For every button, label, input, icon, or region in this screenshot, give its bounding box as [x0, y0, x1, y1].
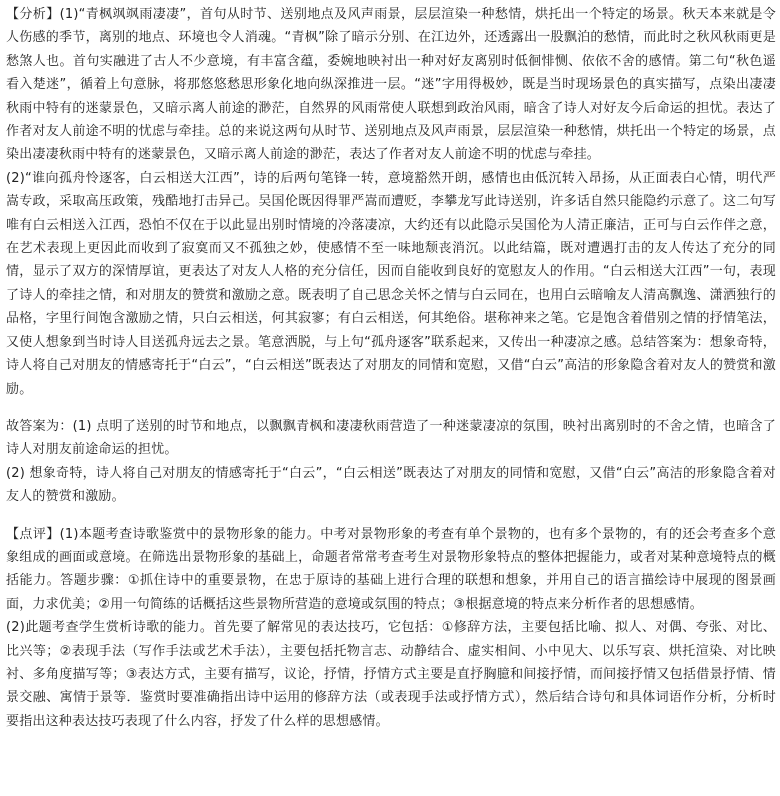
analysis-paragraph-1: 【分析】(1)“青枫飒飒雨凄凄”，首句从时节、送别地点及风声雨景，层层渲染一种愁情，烘托出一个特定的场景。秋天本来就是令人伤感的季节，离别的地点、环境也令人消魂。“青枫”除了暗示分别、在江边外，还透露出一股飘泊的愁情，而此时之秋风秋雨更是愁煞人也。首句实融进了古人不少意境，有丰富含蕴，委婉地映衬出一种对好友离别时低徊悱恻、依依不舍的感情。第二句“秋色遥看入楚迷”，循着上句意脉，将那悠悠愁思形象化地向纵深推进一层。“迷”字用得极妙，既是当时现场景色的真实描写，点染出凄凄秋雨中特有的迷蒙景色，又暗示离人前途的渺茫，自然界的风雨常使人联想到政治风雨，暗含了诗人对好友今后命运的担忧。表达了作者对友人前途不明的忧虑与牵挂。总的来说这两句从时节、送别地点及风声雨景，层层渲染一种愁情，烘托出一个特定的场景，点染出凄凄秋雨中特有的迷蒙景色，又暗示离人前途的渺茫，表达了作者对友人前途不明的忧虑与牵挂。: [6, 7, 776, 163]
answer-line-2: (2) 想象奇特，诗人将自己对朋友的情感寄托于“白云”，“白云相送”既表达了对朋友的同情和宽慰，又借“白云”高洁的形象隐含着对友人的赞赏和激励。: [6, 465, 776, 505]
section-spacer: [6, 509, 776, 523]
analysis-paragraph-2: (2)“谁向孤舟怜逐客，白云相送大江西”，诗的后两句笔锋一转，意境豁然开朗，感情也由低沉转入昂扬，从正面表白心情，明代严嵩专政，采取高压政策，残酷地打击异己。吴国伦既因得罪严嵩而遭贬，李攀龙写此诗送别，许多话自然只能隐约示意了。这二句写唯有白云相送入江西，恐怕不仅在于以此显出别时情境的冷落凄凉，大约还有以此隐示吴国伦为人清正廉洁，正可与白云作伴之意，在艺术表现上更因此而收到了寂寞而又不孤独之妙，使感情不至一味地颓丧消沉。以此结篇，既对遭遇打击的友人传达了充分的同情，显示了双方的深情厚谊，更表达了对友人人格的充分信任，因而自能收到良好的宽慰友人的作用。“白云相送大江西”一句，表现了诗人的牵挂之情，和对朋友的赞赏和激励之意。既表明了自己思念关怀之情与白云同在，也用白云暗喻友人清高飘逸、潇洒独行的品格，字里行间饱含激励之情，只白云相送，何其寂寥；有白云相送，何其绝俗。堪称神来之笔。它是饱含着借别之情的抒情笔法，又使人想象到当时诗人目送孤舟远去之景。笔意洒脱，与上句“孤舟逐客”联系起来，又传出一种凄凉之感。总结答案为：想象奇特，诗人将自己对朋友的情感寄托于“白云”，“白云相送”既表达了对朋友的同情和宽慰，又借“白云”高洁的形象隐含着对友人的赞赏和激励。: [6, 170, 776, 397]
answer-line-1: 故答案为：(1) 点明了送别的时节和地点，以飘飘青枫和凄凄秋雨营造了一种迷蒙凄凉的氛围，映衬出离别时的不舍之情，也暗含了诗人对朋友前途命运的担忧。: [6, 418, 776, 458]
section-spacer: [6, 401, 776, 415]
comment-paragraph-1: 【点评】(1)本题考查诗歌鉴赏中的景物形象的能力。中考对景物形象的考查有单个景物的，也有多个景物的，有的还会考查多个意象组成的画面或意境。在筛选出景物形象的基础上，命题者常常考查考生对景物形象特点的整体把握能力，或者对某种意境特点的概括能力。答题步骤：①抓住诗中的重要景物，在忠于原诗的基础上进行合理的联想和想象，并用自己的语言描绘诗中展现的图景画面，力求优美；②用一句简练的话概括这些景物所营造的意境或氛围的特点；③根据意境的特点来分析作者的思想感情。: [6, 526, 776, 612]
comment-paragraph-2: (2)此题考查学生赏析诗歌的能力。首先要了解常见的表达技巧，它包括：①修辞方法，主要包括比喻、拟人、对偶、夸张、对比、比兴等；②表现手法（写作手法或艺术手法），主要包括托物言志、动静结合、虚实相间、小中见大、以乐写哀、烘托渲染、对比映衬、多角度描写等；③表达方式，主要有描写，议论，抒情，抒情方式主要是直抒胸臆和间接抒情，而间接抒情又包括借景抒情、情景交融、寓情于景等．鉴赏时要准确指出诗中运用的修辞方法（或表现手法或抒情方式），然后结合诗句和具体词语作分析，分析时要指出这种表达技巧表现了什么内容，抒发了什么样的思想感情。: [6, 620, 776, 729]
